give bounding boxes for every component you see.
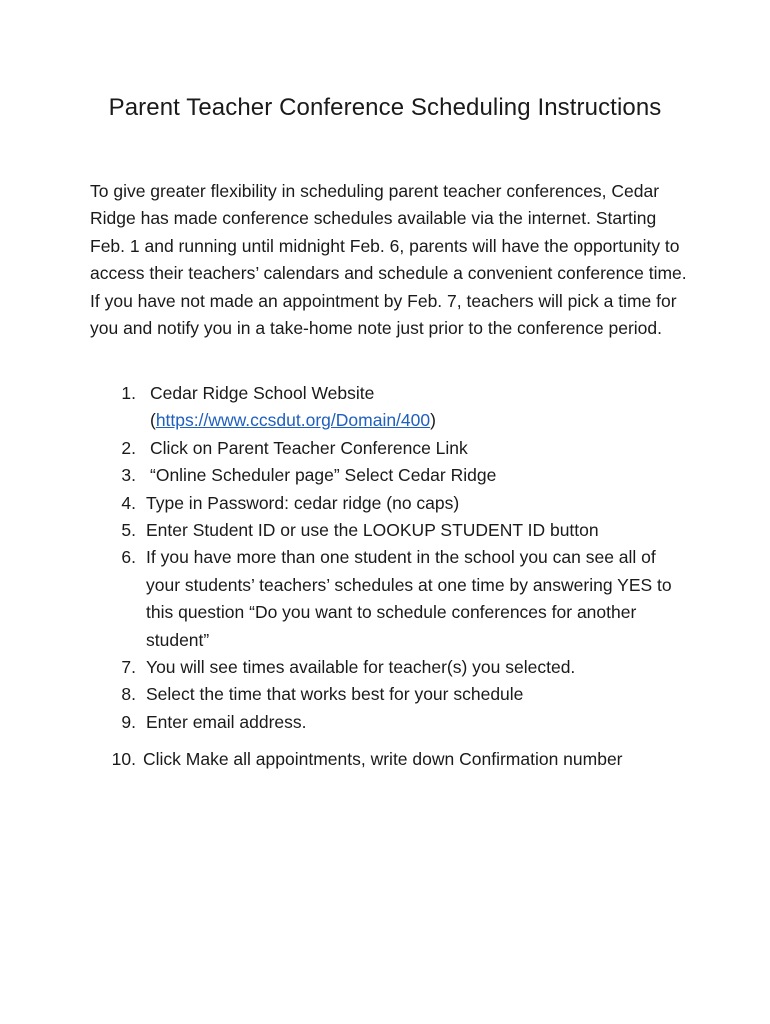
step-number: 7. <box>121 657 136 678</box>
step-item-7 <box>90 654 690 681</box>
step-item-4 <box>90 490 690 517</box>
step-item-6 <box>90 544 690 654</box>
step-text <box>136 380 690 435</box>
step-number: 1. <box>121 383 136 403</box>
step-text: Enter email address. <box>146 711 307 732</box>
step-number: 8. <box>121 684 136 705</box>
step-item-10 <box>90 746 690 773</box>
step-item-3 <box>90 462 690 489</box>
step-number: 6. <box>121 547 136 568</box>
intro-paragraph: To give greater flexibility in scheduling parent teacher conferences, Cedar Ridge has made conference schedules available via the internet. Starting Feb. 1 and running until midnight Feb. 6, parents will have the opportunity to access their teachers’ calendars and schedule a convenient conference time. If you have not made an appointment by Feb. 7, teachers will pick a time for you and notify you in a take-home note just prior to the conference period. <box>90 181 687 339</box>
step-number: 3. <box>121 465 136 486</box>
step-item-1 <box>90 380 690 435</box>
step-number: 4. <box>121 492 136 513</box>
step-text: Enter Student ID or use the LOOKUP STUDENT ID button <box>146 520 599 541</box>
instruction-steps <box>90 380 690 774</box>
step-number: 2. <box>121 437 136 458</box>
step-text: Click on Parent Teacher Conference Link <box>150 437 468 458</box>
step-number: 5. <box>121 520 136 541</box>
school-website-link[interactable]: https://www.ccsdut.org/Domain/400 <box>155 410 431 431</box>
step-item-2 <box>90 435 690 462</box>
step-text: You will see times available for teacher(s) you selected. <box>146 657 576 678</box>
step-text-label: Cedar Ridge School Website <box>150 383 375 403</box>
step-item-9 <box>90 709 690 736</box>
step-text: Type in Password: cedar ridge (no caps) <box>146 492 460 513</box>
step-text: Click Make all appointments, write down Confirmation number <box>143 749 623 770</box>
step-number: 9. <box>121 711 136 732</box>
step-text: “Online Scheduler page” Select Cedar Ridge <box>150 465 497 486</box>
step-number: 10. <box>111 749 136 770</box>
step-text: Select the time that works best for your schedule <box>146 684 524 705</box>
close-paren: ) <box>430 410 436 431</box>
step-item-8 <box>90 681 690 708</box>
open-paren: ( <box>150 410 156 431</box>
step-item-5 <box>90 517 690 544</box>
step-text: If you have more than one student in the school you can see all of your students’ teachers’ schedules at one time by answering YES to this question “Do you want to schedule conferences for another student” <box>146 547 672 650</box>
document-title: Parent Teacher Conference Scheduling Instructions <box>108 94 662 121</box>
